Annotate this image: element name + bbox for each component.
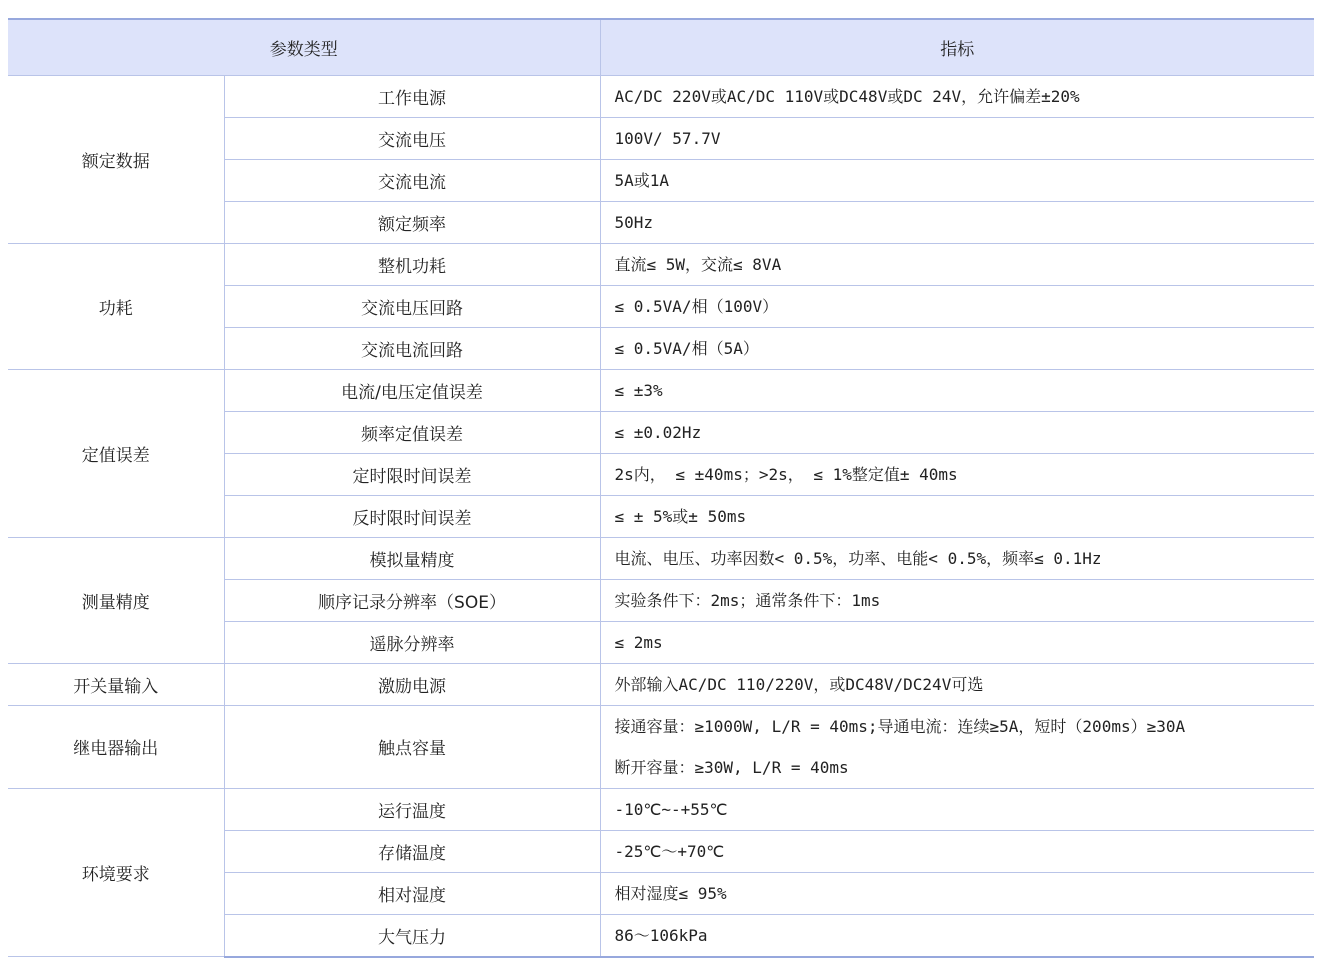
table-row: [8, 243, 1314, 285]
value-line: -25℃～+70℃: [614, 841, 725, 861]
value-cell: [600, 159, 1314, 201]
parameter-cell: 存储温度: [224, 830, 600, 872]
table-row: [8, 788, 1314, 830]
value-line: ≤ 2ms: [614, 632, 663, 652]
value-cell: [600, 579, 1314, 621]
parameter-cell: 反时限时间误差: [224, 495, 600, 537]
header-row: [8, 19, 1314, 75]
value-line: ≤ ±0.02Hz: [614, 422, 702, 442]
value-cell: [600, 914, 1314, 957]
value-cell: [600, 537, 1314, 579]
parameter-cell: 运行温度: [224, 788, 600, 830]
parameter-cell: 遥脉分辨率: [224, 621, 600, 663]
header-param-type: 参数类型: [8, 19, 600, 75]
value-line: 2s内， ≤ ±40ms；>2s， ≤ 1%整定值± 40ms: [614, 464, 958, 484]
parameter-cell: 工作电源: [224, 75, 600, 117]
value-cell: [600, 201, 1314, 243]
parameter-cell: 交流电压回路: [224, 285, 600, 327]
parameter-cell: 相对湿度: [224, 872, 600, 914]
category-cell: 功耗: [8, 243, 224, 369]
value-line: 外部输入AC/DC 110/220V，或DC48V/DC24V可选: [614, 674, 984, 694]
value-line: ≤ ± 5%或± 50ms: [614, 506, 747, 526]
table-row: [8, 705, 1314, 788]
parameter-cell: 整机功耗: [224, 243, 600, 285]
header-indicator: 指标: [600, 19, 1314, 75]
category-cell: 额定数据: [8, 75, 224, 243]
table-row: [8, 369, 1314, 411]
value-cell: [600, 621, 1314, 663]
value-cell: [600, 327, 1314, 369]
value-line: 100V/ 57.7V: [614, 128, 721, 148]
value-line: AC/DC 220V或AC/DC 110V或DC48V或DC 24V，允许偏差±20%: [614, 86, 1080, 106]
table-row: [8, 663, 1314, 705]
parameter-cell: 交流电流: [224, 159, 600, 201]
parameter-cell: 顺序记录分辨率（SOE）: [224, 579, 600, 621]
parameter-cell: 定时限时间误差: [224, 453, 600, 495]
value-cell: [600, 75, 1314, 117]
table-row: [8, 537, 1314, 579]
category-cell: 开关量输入: [8, 663, 224, 705]
value-cell: [600, 411, 1314, 453]
value-cell: [600, 872, 1314, 914]
value-cell: [600, 830, 1314, 872]
value-cell: [600, 663, 1314, 705]
category-cell: 测量精度: [8, 537, 224, 663]
value-line: 相对湿度≤ 95%: [614, 883, 727, 903]
table-body: [8, 75, 1314, 957]
category-cell: 环境要求: [8, 788, 224, 957]
value-cell: [600, 369, 1314, 411]
parameter-cell: 电流/电压定值误差: [224, 369, 600, 411]
parameter-cell: 交流电压: [224, 117, 600, 159]
parameter-cell: 激励电源: [224, 663, 600, 705]
value-line: -10℃~-+55℃: [614, 799, 728, 819]
value-cell: [600, 117, 1314, 159]
category-cell: 继电器输出: [8, 705, 224, 788]
value-line: 5A或1A: [614, 170, 670, 190]
parameter-cell: 交流电流回路: [224, 327, 600, 369]
value-cell: [600, 243, 1314, 285]
value-line: ≤ 0.5VA/相（5A）: [614, 338, 759, 358]
value-cell: [600, 453, 1314, 495]
parameter-cell: 模拟量精度: [224, 537, 600, 579]
parameter-cell: 额定频率: [224, 201, 600, 243]
value-line: 86～106kPa: [614, 925, 708, 945]
value-line: ≤ ±3%: [614, 380, 663, 400]
value-cell: [600, 495, 1314, 537]
value-line: ≤ 0.5VA/相（100V）: [614, 296, 779, 316]
category-cell: 定值误差: [8, 369, 224, 537]
table-row: [8, 75, 1314, 117]
value-line: 断开容量：≥30W, L/R = 40ms: [614, 757, 849, 777]
value-cell: [600, 285, 1314, 327]
parameter-cell: 触点容量: [224, 705, 600, 788]
value-cell: [600, 788, 1314, 830]
spec-table: [8, 18, 1314, 958]
value-line: 接通容量：≥1000W, L/R = 40ms;导通电流：连续≥5A，短时（200ms）≥30A: [614, 716, 1186, 736]
parameter-cell: 大气压力: [224, 914, 600, 957]
value-line: 电流、电压、功率因数< 0.5%，功率、电能< 0.5%，频率≤ 0.1Hz: [614, 548, 1102, 568]
value-line: 直流≤ 5W，交流≤ 8VA: [614, 254, 782, 274]
value-cell: [600, 705, 1314, 788]
value-line: 实验条件下：2ms；通常条件下：1ms: [614, 590, 881, 610]
value-line: 50Hz: [614, 212, 654, 232]
parameter-cell: 频率定值误差: [224, 411, 600, 453]
